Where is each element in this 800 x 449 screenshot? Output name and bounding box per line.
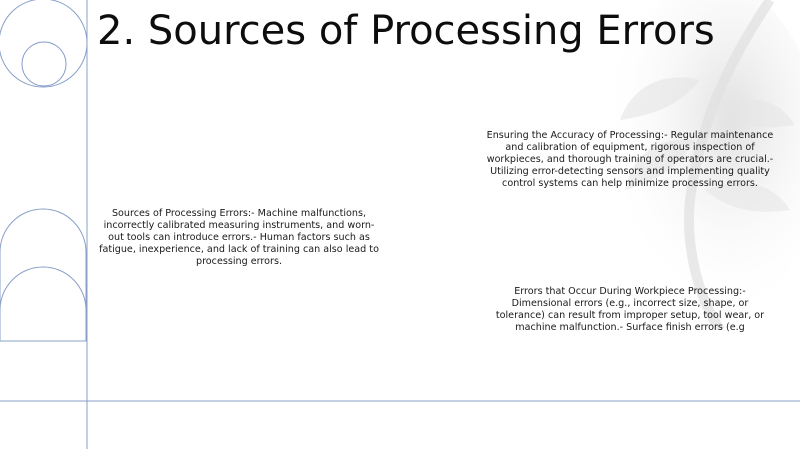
workpiece-errors-text-block: Errors that Occur During Workpiece Processing:- Dimensional errors (e.g., incorrect size, shape, or tolerance) can result from improper setup, tool wear, or machine malfunction.- Surface finish errors (e.g	[495, 286, 765, 333]
accuracy-text-block: Ensuring the Accuracy of Processing:- Regular maintenance and calibration of equipment, rigorous inspection of workpieces, and thorough training of operators are crucial.- Utilizing error-detecting sensors and implementing quality control systems can help minimize processing errors.	[486, 130, 774, 189]
sources-text-block: Sources of Processing Errors:- Machine malfunctions, incorrectly calibrated measuring instruments, and worn-out tools can introduce errors.- Human factors such as fatigue, inexperience, and lack of training can also lead to processing errors.	[99, 208, 379, 267]
slide-title: 2. Sources of Processing Errors	[97, 8, 715, 54]
